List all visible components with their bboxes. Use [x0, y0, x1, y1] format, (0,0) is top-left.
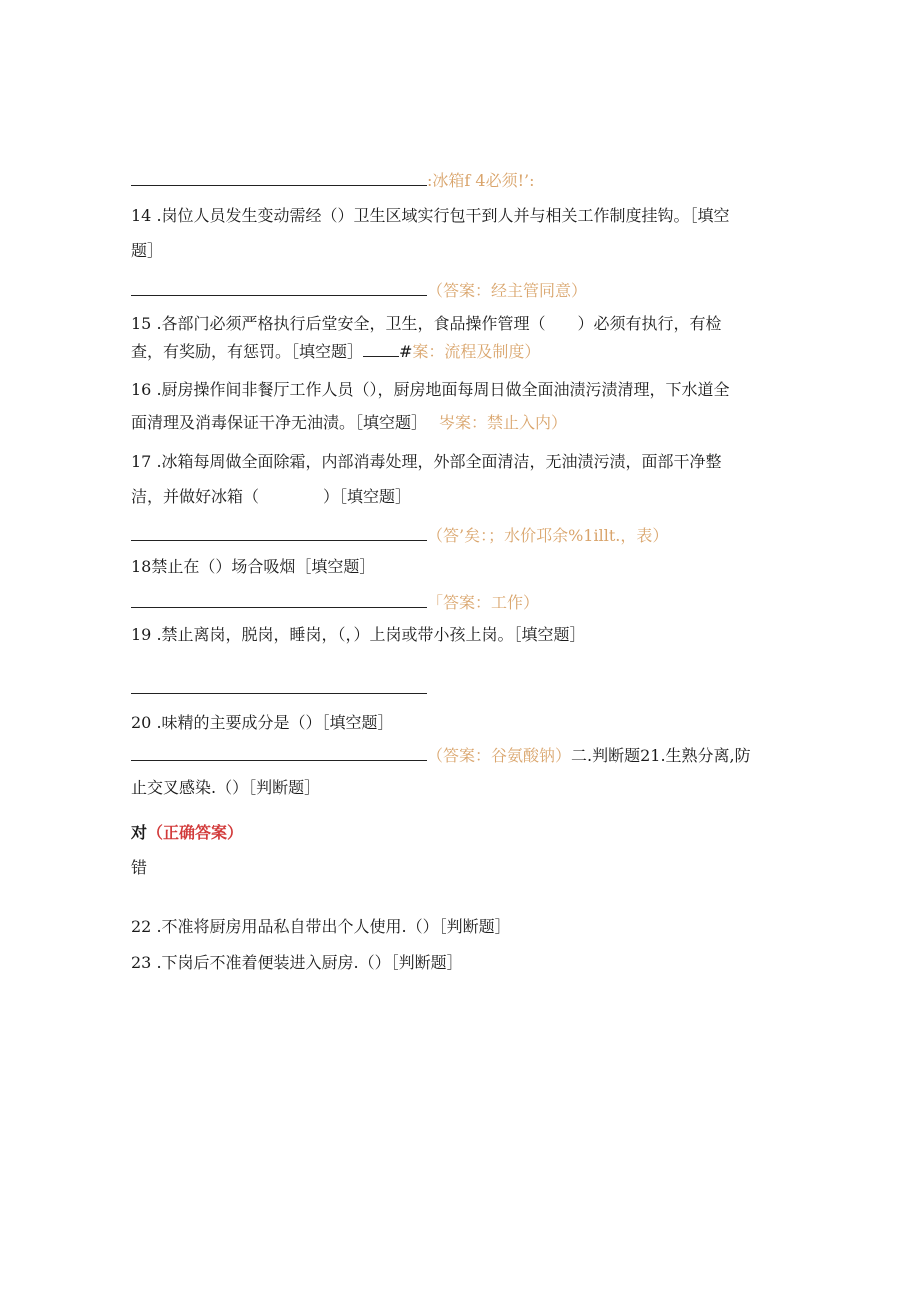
question-16-line-2: [131, 412, 567, 434]
question-text: 面清理及消毒保证干净无油渍。［填空题］: [131, 413, 428, 432]
question-19: 19 .禁止离岗，脱岗，睡岗，（，）上岗或带小孩上岗。［填空题］: [131, 625, 586, 644]
question-text: 查，有奖励，有惩罚。［填空题］: [131, 342, 364, 361]
question-23: 23 .下岗后不准着便装进入厨房.（）［判断题］: [131, 953, 463, 972]
question-17-answer: [131, 525, 668, 547]
blank-underline: [131, 281, 427, 296]
question-16-line-1: 16 .厨房操作间非餐厅工作人员（），厨房地面每周日做全面油渍污渍清理，下水道全: [131, 380, 730, 399]
question-19-blank: [131, 678, 427, 700]
answer-text: :冰箱f 4必须!’:: [427, 171, 535, 190]
question-17-line-1: 17 .冰箱每周做全面除霜，内部消毒处理，外部全面清洁，无油渍污渍，面部干净整: [131, 452, 722, 471]
correct-answer-tag: （正确答案）: [147, 823, 244, 842]
answer-text: （答’矣：；水价邛余%1illt.，表）: [427, 526, 669, 545]
blank-underline: [131, 593, 427, 608]
question-15-line-1: 15 .各部门必须严格执行后堂安全，卫生，食品操作管理（ ）必须有执行，有检: [131, 314, 722, 333]
answer-text: 岑案：禁止入内）: [439, 413, 568, 432]
option-label: 对: [131, 823, 148, 842]
section-heading-text: 二.判断题21.生熟分离,防: [571, 746, 751, 765]
option-false[interactable]: 错: [131, 858, 148, 877]
blank-underline: [131, 526, 427, 541]
mark-text: #: [399, 342, 413, 361]
blank-underline: [131, 746, 427, 761]
answer-line-top: [131, 170, 535, 192]
answer-text: （答案：谷氨酸钠）: [427, 746, 572, 765]
blank-underline: [131, 171, 427, 186]
blank-underline: [363, 342, 399, 357]
question-14-line-2: 题］: [131, 241, 164, 260]
question-15-line-2: [131, 341, 540, 363]
question-17-line-2: 洁，并做好冰箱（ ）［填空题］: [131, 487, 412, 506]
answer-text: （答案：经主管同意）: [427, 281, 588, 300]
question-22: 22 .不准将厨房用品私自带出个人使用.（）［判断题］: [131, 917, 511, 936]
answer-text: 「答案：工作）: [427, 593, 540, 612]
question-20-answer: [131, 745, 751, 767]
question-18-answer: [131, 592, 539, 614]
question-18: 18禁止在（）场合吸烟［填空题］: [131, 557, 376, 576]
question-20: 20 .味精的主要成分是（）［填空题］: [131, 713, 394, 732]
question-14-line-1: 14 .岗位人员发生变动需经（）卫生区域实行包干到人并与相关工作制度挂钩。［填空: [131, 206, 730, 225]
answer-text: 案：流程及制度）: [412, 342, 541, 361]
question-14-answer: [131, 280, 587, 302]
blank-underline: [131, 679, 427, 694]
question-21-line-2: 止交叉感染.（）［判断题］: [131, 778, 321, 797]
option-true[interactable]: [131, 822, 243, 844]
